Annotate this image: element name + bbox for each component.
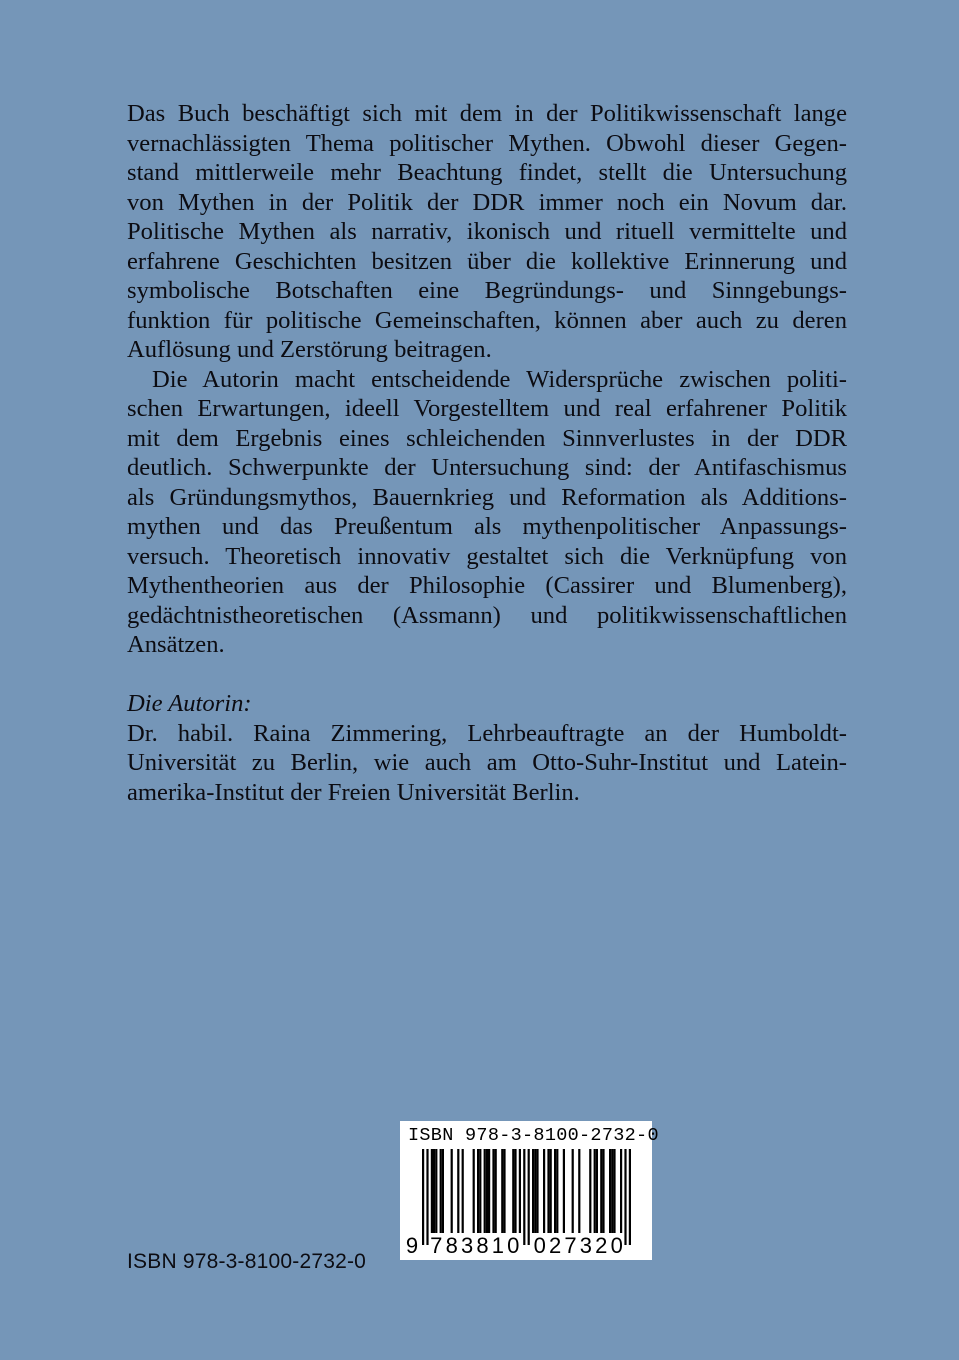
paragraph-line: von Mythen in der Politik der DDR immer noch ein Novum dar. xyxy=(127,188,847,216)
barcode-bar xyxy=(600,1149,602,1233)
barcode-bar xyxy=(578,1149,580,1233)
barcode-bar xyxy=(495,1149,497,1233)
barcode-bar xyxy=(602,1149,604,1233)
barcode-bar xyxy=(492,1149,494,1233)
paragraph-line: vernachlässigten Thema politischer Mythen. Obwohl dieser Gegen- xyxy=(127,129,847,157)
barcode-bar xyxy=(528,1149,530,1245)
barcode-bar xyxy=(609,1149,611,1233)
paragraph-line: gedächtnistheoretischen (Assmann) und politikwissenschaftlichen xyxy=(127,601,847,629)
barcode-bar xyxy=(536,1149,538,1233)
isbn-label: ISBN 978-3-8100-2732-0 xyxy=(127,1250,367,1273)
barcode-bar xyxy=(519,1149,521,1233)
paragraph-line: Auflösung und Zerstörung beitragen. xyxy=(127,336,492,363)
barcode-bar xyxy=(457,1149,459,1233)
paragraph-line: deutlich. Schwerpunkte der Untersuchung sind: der Antifaschismus xyxy=(127,454,847,481)
barcode-digit: 8 xyxy=(476,1233,489,1258)
paragraph-line: mit dem Ergebnis eines schleichenden Sinnverlustes in der DDR xyxy=(127,424,847,452)
barcode-bar xyxy=(477,1149,479,1233)
paragraph-line: erfahrene Geschichten besitzen über die kollektive Erinnerung und xyxy=(127,247,847,275)
barcode-bar xyxy=(488,1149,490,1233)
author-heading: Die Autorin: xyxy=(127,690,252,717)
barcode-bar xyxy=(620,1149,622,1233)
paragraph-line: Ansätzen. xyxy=(127,631,225,658)
barcode-bar xyxy=(547,1149,549,1233)
barcode-bar xyxy=(479,1149,481,1233)
barcode-digit: 9 xyxy=(405,1233,419,1258)
barcode-bar xyxy=(426,1149,428,1245)
barcode-digit: 0 xyxy=(610,1233,623,1258)
barcode-bar xyxy=(484,1149,486,1233)
barcode-bar xyxy=(503,1149,505,1233)
author-line: Dr. habil. Raina Zimmering, Lehrbeauftragte an der Humboldt- xyxy=(127,719,847,747)
barcode-digit: 0 xyxy=(507,1233,520,1258)
paragraph-spacer xyxy=(127,660,847,690)
paragraph-line: mythen und das Preußentum als mythenpolitischer Anpassungs- xyxy=(127,513,847,540)
barcode-bar xyxy=(550,1149,552,1233)
barcode-bar xyxy=(486,1149,488,1233)
paragraph-line: versuch. Theoretisch innovativ gestaltet sich die Verknüpfung von xyxy=(127,542,847,570)
barcode-digit: 2 xyxy=(595,1233,608,1258)
barcode-bar xyxy=(501,1149,503,1233)
barcode-bar xyxy=(611,1149,613,1233)
paragraph-line: schen Erwartungen, ideell Vorgestelltem und real erfahrener Politik xyxy=(127,395,847,422)
barcode-bar xyxy=(442,1149,444,1233)
barcode-bar xyxy=(613,1149,615,1233)
barcode-digit: 8 xyxy=(445,1233,458,1258)
back-cover-text xyxy=(127,99,847,807)
barcode-bar xyxy=(543,1149,545,1233)
barcode-bar xyxy=(556,1149,558,1233)
barcode-bar xyxy=(431,1149,433,1233)
paragraph-line: Mythentheorien aus der Philosophie (Cassirer und Blumenberg), xyxy=(127,572,847,599)
barcode-bar xyxy=(596,1149,598,1233)
description-paragraph-1 xyxy=(127,99,847,365)
barcode-digit: 2 xyxy=(548,1233,562,1258)
barcode-bar xyxy=(440,1149,442,1233)
author-line: amerika-Institut der Freien Universität Berlin. xyxy=(127,778,580,806)
author-line: Universität zu Berlin, wie auch am Otto-Suhr-Institut und Latein- xyxy=(127,749,847,776)
barcode-bar xyxy=(563,1149,565,1233)
paragraph-line: Die Autorin macht entscheidende Widersprüche zwischen politi- xyxy=(152,365,847,393)
barcode-digit: 0 xyxy=(533,1233,546,1258)
paragraph-line: als Gründungsmythos, Bauernkrieg und Reformation als Additions- xyxy=(127,483,847,511)
paragraph-line: Das Buch beschäftigt sich mit dem in der Politikwissenschaft lange xyxy=(127,100,847,127)
barcode-bar xyxy=(514,1149,516,1233)
barcode-bar xyxy=(435,1149,437,1233)
barcode-bar xyxy=(451,1149,453,1233)
barcode-bar xyxy=(433,1149,435,1233)
author-section xyxy=(127,689,847,807)
barcode-digit: 7 xyxy=(430,1233,443,1258)
barcode-digit: 3 xyxy=(460,1233,474,1258)
barcode-bar xyxy=(422,1149,424,1245)
barcode-digit: 1 xyxy=(491,1233,505,1258)
isbn-barcode xyxy=(400,1121,659,1260)
barcode-bar xyxy=(572,1149,574,1233)
paragraph-line: stand mittlerweile mehr Beachtung findet, stellt die Untersuchung xyxy=(127,159,847,186)
barcode-isbn-text: ISBN 978-3-8100-2732-0 xyxy=(408,1125,659,1146)
paragraph-line: funktion für politische Gemeinschaften, können aber auch zu deren xyxy=(127,306,847,334)
description-paragraph-2 xyxy=(127,365,847,660)
barcode-digit: 7 xyxy=(564,1233,577,1258)
barcode-bar xyxy=(624,1149,626,1245)
barcode-bar xyxy=(594,1149,596,1233)
barcode-bar xyxy=(473,1149,475,1233)
barcode-bar xyxy=(512,1149,514,1233)
barcode-bar xyxy=(589,1149,591,1233)
barcode-bar xyxy=(532,1149,534,1233)
barcode-bar xyxy=(462,1149,464,1233)
barcode-bar xyxy=(523,1149,525,1245)
barcode-bar xyxy=(554,1149,556,1233)
barcode-bar xyxy=(629,1149,631,1245)
barcode-digit: 3 xyxy=(579,1233,593,1258)
paragraph-line: Politische Mythen als narrativ, ikonisch und rituell vermittelte und xyxy=(127,218,847,245)
barcode-bar xyxy=(534,1149,536,1233)
paragraph-line: symbolische Botschaften eine Begründungs- und Sinngebungs- xyxy=(127,277,847,304)
